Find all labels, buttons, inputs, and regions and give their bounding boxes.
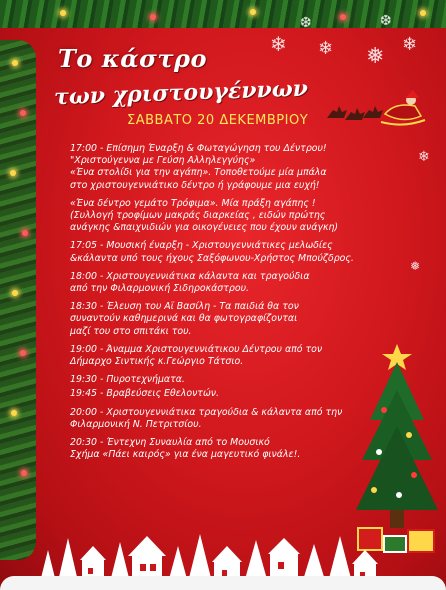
garland-left xyxy=(0,40,36,560)
program-line: Φιλαρμονική Ν. Πετριτσίου. xyxy=(70,418,202,430)
program-item xyxy=(70,198,392,235)
light-icon xyxy=(12,60,18,66)
light-icon xyxy=(10,170,16,176)
program-line: στο χριστουγεννιάτικο δέντρο ή γράφουμε μια ευχή! xyxy=(70,179,320,191)
light-icon xyxy=(21,470,27,476)
program-line: 17:05 - Μουσική έναρξη - Χριστουγεννιάτικες μελωδίες xyxy=(70,240,333,252)
light-icon xyxy=(20,350,26,356)
snowflake-icon: ❆ xyxy=(380,13,392,29)
program-line: ανάγκης &παιχνιδιών για οικογένειες που έχουν ανάγκη) xyxy=(70,222,339,234)
event-program xyxy=(70,143,392,467)
program-item xyxy=(70,407,392,431)
program-line: συναντούν καθημερινά και θα φωτογραφίζονται xyxy=(70,313,298,325)
program-item xyxy=(70,374,392,386)
santa-sleigh-icon xyxy=(325,88,437,132)
program-item xyxy=(70,271,392,295)
gift-icon xyxy=(408,530,434,552)
light-icon xyxy=(420,10,426,16)
light-icon xyxy=(22,230,28,236)
program-line: «Ένα δέντρο γεμάτο Τρόφιμα». Μία πράξη αγάπης ! xyxy=(70,197,316,209)
snowflake-icon: ❄ xyxy=(318,38,334,59)
program-line: από την Φιλαρμονική Σιδηροκάστρου. xyxy=(70,283,249,295)
snowflake-icon: ❅ xyxy=(366,44,385,69)
program-line: Δήμαρχο Σιντικής κ.Γεώργιο Τάτσιο. xyxy=(70,356,244,368)
program-line: 18:30 - Έλευση του Αϊ Βασίλη - Τα παιδιά θα τον xyxy=(70,301,299,313)
light-icon xyxy=(11,410,17,416)
light-icon xyxy=(340,14,346,20)
program-item xyxy=(70,344,392,368)
program-line: 19:45 - Βραβεύσεις Εθελοντών. xyxy=(70,388,220,400)
snowflake-icon: ❄ xyxy=(418,149,430,165)
program-line: μαζί του στο σπιτάκι του. xyxy=(70,325,192,337)
program-line: 19:30 - Πυροτεχνήματα. xyxy=(70,374,185,386)
program-line: 20:30 - Έντεχνη Συναυλία από το Μουσικό xyxy=(70,437,270,449)
snowflake-icon: ❅ xyxy=(410,259,421,273)
program-line: &κάλαντα υπό τους ήχους Σαξόφωνου-Χρήστος Μπούζδρος. xyxy=(70,252,354,264)
snow-ground xyxy=(0,576,446,590)
event-date: ΣΑΒΒΑΤΟ 20 ΔΕΚΕΜΒΡΙΟΥ xyxy=(127,113,309,128)
program-line: 20:00 - Χριστουγεννιάτικα τραγούδια & κάλαντα από την xyxy=(70,406,343,418)
program-line: (Συλλογή τροφίμων μακράς διαρκείας , ειδών πρώτης xyxy=(70,210,326,222)
light-icon xyxy=(60,10,66,16)
program-line: "Χριστούγεννα με Γεύση Αλληλεγγύης» xyxy=(70,155,256,167)
program-item xyxy=(70,437,392,461)
snowflake-icon: ❄ xyxy=(270,32,287,56)
program-item xyxy=(70,143,392,192)
light-icon xyxy=(20,110,26,116)
poster-title-line1: Το κάστρο xyxy=(58,44,207,73)
program-line: Σχήμα «Πάει καιρός» για ένα μαγευτικό φινάλε!. xyxy=(70,449,301,461)
light-icon xyxy=(12,290,18,296)
program-item xyxy=(70,388,392,400)
program-item xyxy=(70,301,392,338)
snowflake-icon: ❄ xyxy=(402,34,418,55)
program-line: 17:00 - Επίσημη Έναρξη & Φωταγώγηση του Δέντρου! xyxy=(70,143,327,154)
program-line: «Ένα στολίδι για την αγάπη». Τοποθετούμε μία μπάλα xyxy=(70,167,327,179)
light-icon xyxy=(250,9,256,15)
program-item xyxy=(70,240,392,264)
snowflake-icon: ❆ xyxy=(300,15,312,31)
poster-title-line2: των χριστουγέννων xyxy=(53,75,309,111)
light-icon xyxy=(150,14,156,20)
program-line: 19:00 - Άναμμα Χριστουγεννιάτικου Δέντρου από τον xyxy=(70,343,323,355)
program-line: 18:00 - Χριστουγεννιάτικα κάλαντα και τραγούδια xyxy=(70,270,310,282)
